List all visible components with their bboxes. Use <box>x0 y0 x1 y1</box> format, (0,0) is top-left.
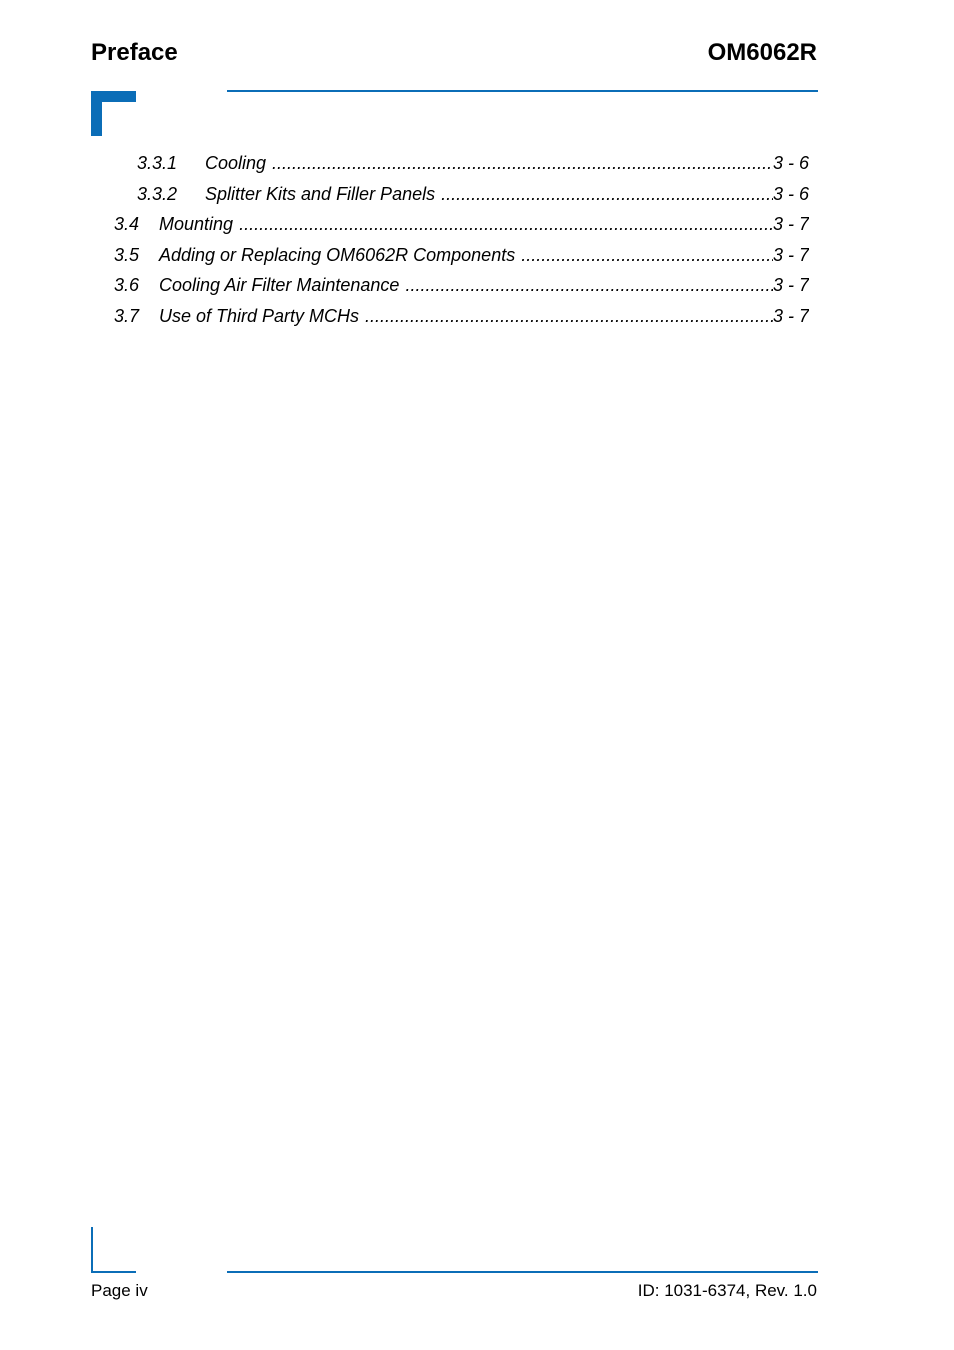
toc-entry-page: 3 - 7 <box>772 306 809 326</box>
toc-entry-title: Cooling <box>205 153 267 173</box>
toc-leader-dots <box>405 272 773 298</box>
header-section-title: Preface <box>91 39 178 66</box>
toc-entry[interactable] <box>137 181 809 207</box>
toc-entry-number: 3.3.2 <box>137 184 178 204</box>
toc-entry-title: Use of Third Party MCHs <box>159 306 360 326</box>
toc-entry-title: Mounting <box>159 214 234 234</box>
toc-leader-dots <box>365 303 773 329</box>
footer-page-number: Page iv <box>91 1281 148 1300</box>
toc-entry[interactable] <box>114 272 809 298</box>
header-product-name: OM6062R <box>707 39 817 66</box>
header-rule <box>227 90 818 92</box>
toc-entry-title: Adding or Replacing OM6062R Components <box>159 245 516 265</box>
toc-entry-page: 3 - 6 <box>772 153 809 173</box>
toc-leader-dots <box>521 242 773 268</box>
toc-leader-dots <box>272 150 773 176</box>
toc-entry-number: 3.7 <box>114 306 140 326</box>
top-corner-mark <box>91 91 136 136</box>
bottom-corner-mark <box>91 1227 136 1273</box>
toc-entry-page: 3 - 7 <box>772 214 809 234</box>
toc-entry[interactable] <box>137 150 809 176</box>
toc-entry-number: 3.3.1 <box>137 153 178 173</box>
footer-rule <box>227 1271 818 1273</box>
toc-entry-page: 3 - 6 <box>772 184 809 204</box>
toc-entry-title: Cooling Air Filter Maintenance <box>159 275 400 295</box>
toc-entry-title: Splitter Kits and Filler Panels <box>205 184 436 204</box>
toc-entry[interactable] <box>114 242 809 268</box>
toc-entry-number: 3.6 <box>114 275 140 295</box>
footer-document-id: ID: 1031-6374, Rev. 1.0 <box>637 1281 817 1300</box>
toc-entry-page: 3 - 7 <box>772 275 809 295</box>
toc-entry-number: 3.5 <box>114 245 140 265</box>
toc-entry[interactable] <box>114 303 809 329</box>
toc-entry[interactable] <box>114 211 809 237</box>
toc-leader-dots <box>239 211 773 237</box>
toc-entry-page: 3 - 7 <box>772 245 809 265</box>
toc-leader-dots <box>441 181 773 207</box>
toc-entry-number: 3.4 <box>114 214 140 234</box>
